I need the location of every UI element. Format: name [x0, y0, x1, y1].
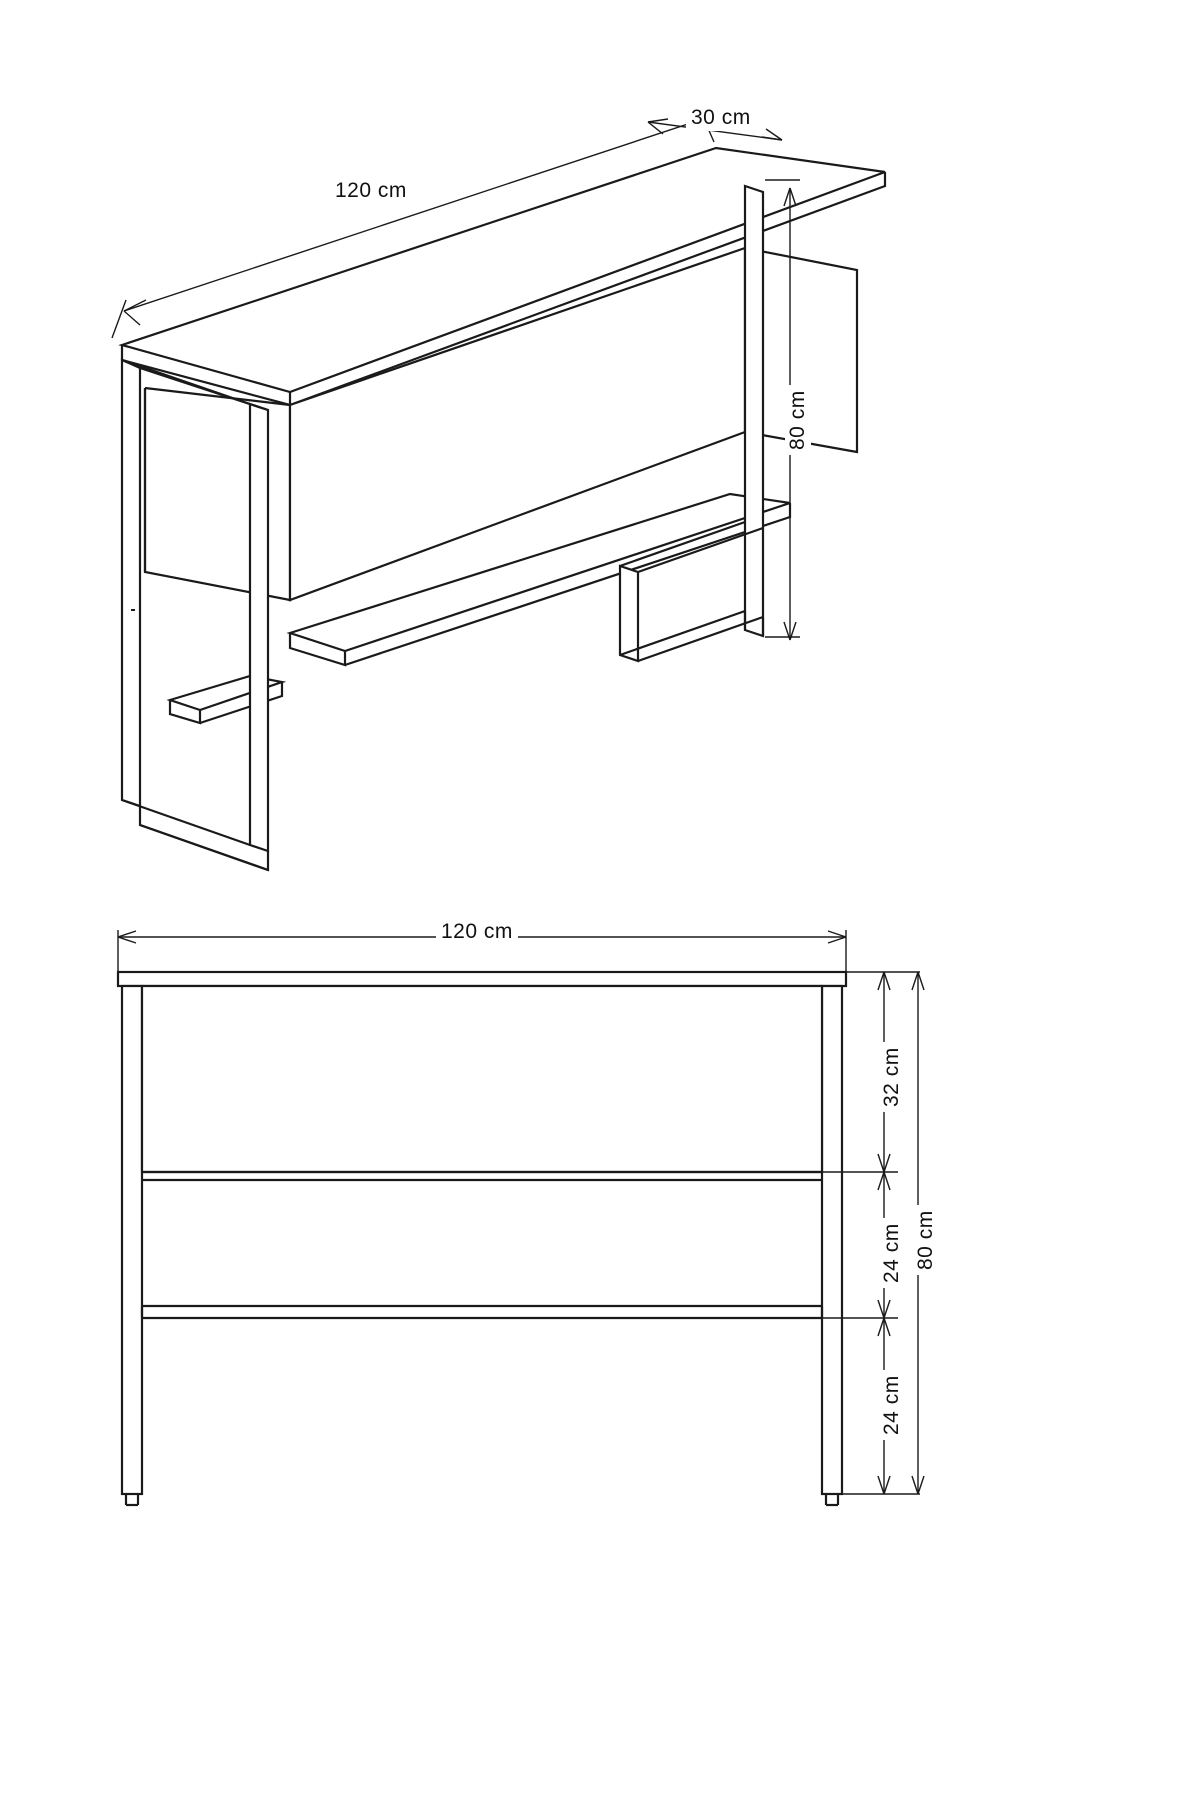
dimension-label-perspective-depth: 30 cm — [686, 105, 756, 131]
dimension-label-front-cabinet-height: 32 cm — [879, 1042, 905, 1112]
dimension-label-perspective-height: 80 cm — [785, 385, 811, 455]
dimension-label-front-total-height: 80 cm — [913, 1205, 939, 1275]
front-view-geometry — [118, 972, 846, 1505]
dimension-label-front-lower-height: 24 cm — [879, 1370, 905, 1440]
dimension-label-front-middle-height: 24 cm — [879, 1218, 905, 1288]
perspective-view-geometry — [122, 148, 885, 870]
dimension-label-perspective-width: 120 cm — [330, 178, 412, 204]
dimension-label-front-width: 120 cm — [436, 919, 518, 945]
